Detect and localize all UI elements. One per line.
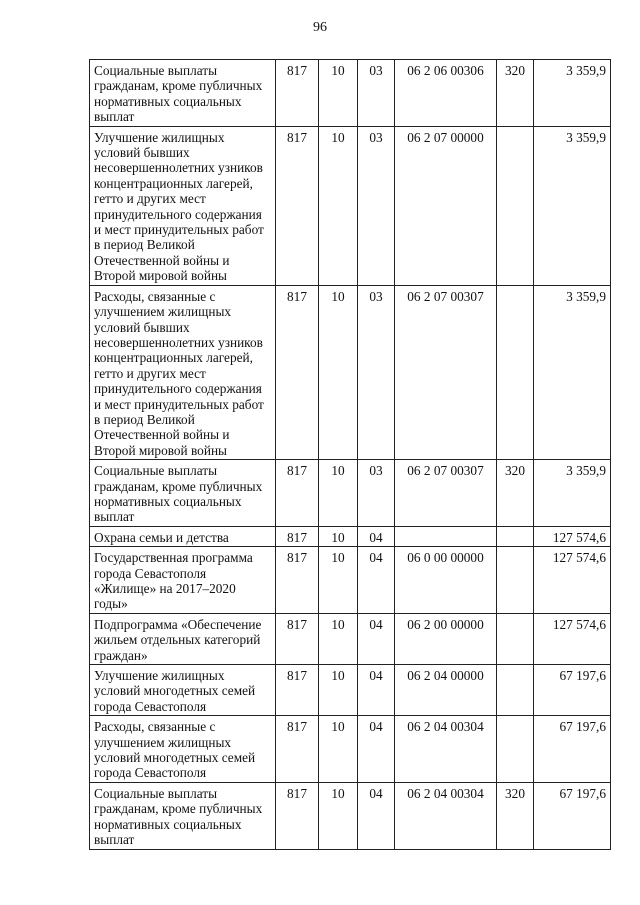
expense-type-code: 320 (497, 460, 534, 527)
grbs-code: 817 (276, 60, 319, 127)
section-code: 10 (319, 60, 358, 127)
grbs-code: 817 (276, 285, 319, 459)
amount: 3 359,9 (534, 60, 611, 127)
amount: 127 574,6 (534, 613, 611, 664)
row-name: Улучшение жилищных условий многодетных семей города Севастополя (90, 665, 276, 716)
budget-table (89, 59, 611, 850)
grbs-code: 817 (276, 526, 319, 546)
table-row (90, 126, 611, 285)
target-article-code: 06 2 06 00306 (395, 60, 497, 127)
section-code: 10 (319, 547, 358, 614)
subsection-code: 03 (358, 60, 395, 127)
amount: 67 197,6 (534, 716, 611, 783)
amount: 3 359,9 (534, 460, 611, 527)
target-article-code: 06 2 04 00304 (395, 782, 497, 849)
table-row (90, 460, 611, 527)
section-code: 10 (319, 782, 358, 849)
subsection-code: 03 (358, 285, 395, 459)
amount: 127 574,6 (534, 526, 611, 546)
target-article-code: 06 2 00 00000 (395, 613, 497, 664)
section-code: 10 (319, 613, 358, 664)
row-name: Расходы, связанные с улучшением жилищных условий бывших несовершеннолетних узников концентрационных лагерей, гетто и других мест принудительного содержания и мест принудительных работ в период Великой Отечественной войны и Второй мировой войны (90, 285, 276, 459)
amount: 3 359,9 (534, 126, 611, 285)
subsection-code: 03 (358, 126, 395, 285)
target-article-code: 06 2 07 00000 (395, 126, 497, 285)
expense-type-code: 320 (497, 60, 534, 127)
grbs-code: 817 (276, 547, 319, 614)
row-name: Охрана семьи и детства (90, 526, 276, 546)
expense-type-code (497, 665, 534, 716)
target-article-code: 06 2 04 00304 (395, 716, 497, 783)
table-row (90, 716, 611, 783)
row-name: Социальные выплаты гражданам, кроме публичных нормативных социальных выплат (90, 460, 276, 527)
grbs-code: 817 (276, 716, 319, 783)
amount: 127 574,6 (534, 547, 611, 614)
row-name: Социальные выплаты гражданам, кроме публичных нормативных социальных выплат (90, 60, 276, 127)
table-row (90, 547, 611, 614)
page-number: 96 (313, 20, 327, 35)
row-name: Государственная программа города Севастополя «Жилище» на 2017–2020 годы» (90, 547, 276, 614)
expense-type-code (497, 716, 534, 783)
grbs-code: 817 (276, 126, 319, 285)
table-row (90, 285, 611, 459)
amount: 67 197,6 (534, 782, 611, 849)
table-row (90, 613, 611, 664)
grbs-code: 817 (276, 665, 319, 716)
amount: 3 359,9 (534, 285, 611, 459)
target-article-code (395, 526, 497, 546)
section-code: 10 (319, 716, 358, 783)
subsection-code: 04 (358, 665, 395, 716)
target-article-code: 06 2 07 00307 (395, 460, 497, 527)
table-row (90, 526, 611, 546)
subsection-code: 04 (358, 613, 395, 664)
expense-type-code (497, 126, 534, 285)
amount: 67 197,6 (534, 665, 611, 716)
subsection-code: 03 (358, 460, 395, 527)
expense-type-code (497, 613, 534, 664)
row-name: Подпрограмма «Обеспечение жильем отдельных категорий граждан» (90, 613, 276, 664)
table-row (90, 782, 611, 849)
expense-type-code (497, 547, 534, 614)
section-code: 10 (319, 460, 358, 527)
section-code: 10 (319, 126, 358, 285)
subsection-code: 04 (358, 782, 395, 849)
expense-type-code (497, 285, 534, 459)
subsection-code: 04 (358, 547, 395, 614)
section-code: 10 (319, 285, 358, 459)
target-article-code: 06 2 04 00000 (395, 665, 497, 716)
section-code: 10 (319, 665, 358, 716)
grbs-code: 817 (276, 782, 319, 849)
target-article-code: 06 2 07 00307 (395, 285, 497, 459)
row-name: Расходы, связанные с улучшением жилищных условий многодетных семей города Севастополя (90, 716, 276, 783)
section-code: 10 (319, 526, 358, 546)
grbs-code: 817 (276, 460, 319, 527)
subsection-code: 04 (358, 526, 395, 546)
row-name: Социальные выплаты гражданам, кроме публичных нормативных социальных выплат (90, 782, 276, 849)
grbs-code: 817 (276, 613, 319, 664)
expense-type-code: 320 (497, 782, 534, 849)
table-row (90, 60, 611, 127)
target-article-code: 06 0 00 00000 (395, 547, 497, 614)
row-name: Улучшение жилищных условий бывших несовершеннолетних узников концентрационных лагерей, гетто и других мест принудительного содержания и мест принудительных работ в период Великой Отечественной войны и Второй мировой войны (90, 126, 276, 285)
expense-type-code (497, 526, 534, 546)
table-row (90, 665, 611, 716)
subsection-code: 04 (358, 716, 395, 783)
